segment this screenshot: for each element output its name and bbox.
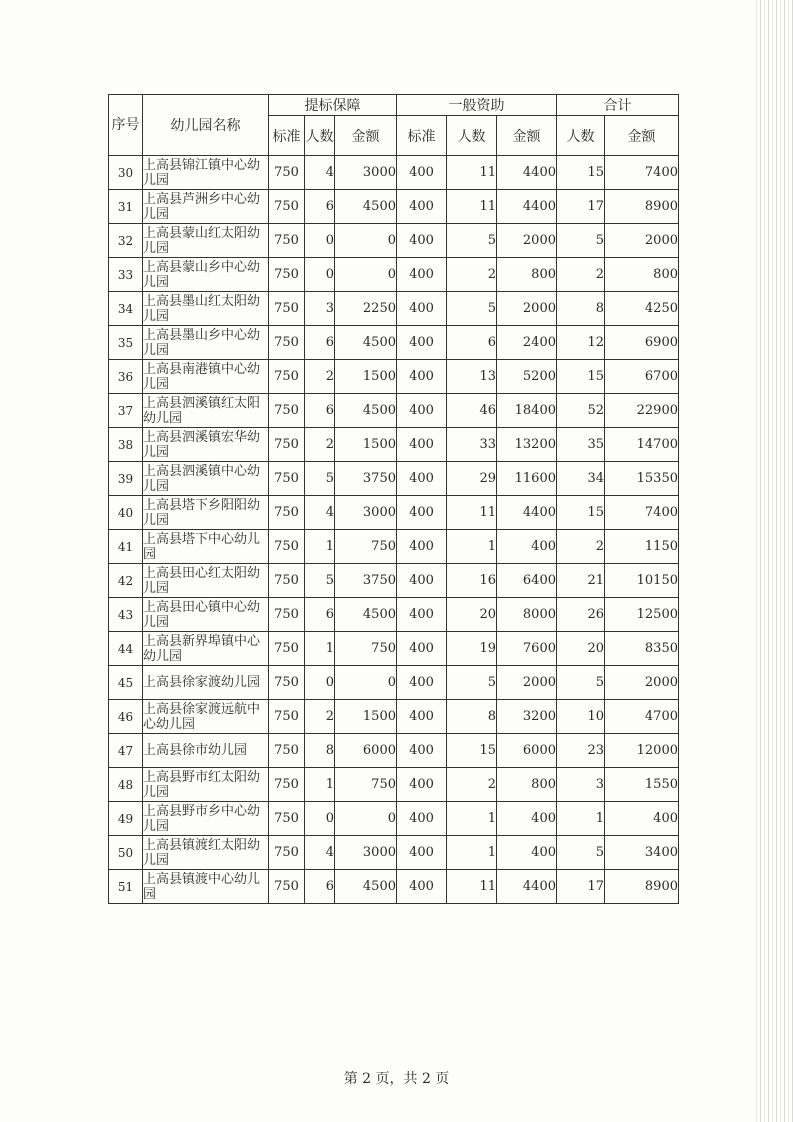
cell-seq: 38 bbox=[109, 428, 143, 462]
table-row bbox=[109, 258, 679, 292]
cell-standard-2: 400 bbox=[397, 496, 447, 530]
cell-count-1: 4 bbox=[305, 836, 335, 870]
cell-name: 上高县徐家渡幼儿园 bbox=[143, 666, 269, 700]
cell-name: 上高县芦洲乡中心幼儿园 bbox=[143, 190, 269, 224]
cell-amount-total: 1150 bbox=[605, 530, 679, 564]
cell-amount-total: 800 bbox=[605, 258, 679, 292]
cell-seq: 40 bbox=[109, 496, 143, 530]
cell-amount-1: 1500 bbox=[335, 428, 397, 462]
cell-count-2: 20 bbox=[447, 598, 497, 632]
cell-seq: 33 bbox=[109, 258, 143, 292]
cell-amount-total: 8900 bbox=[605, 190, 679, 224]
cell-seq: 31 bbox=[109, 190, 143, 224]
cell-count-2: 13 bbox=[447, 360, 497, 394]
cell-amount-2: 4400 bbox=[497, 870, 557, 904]
cell-amount-2: 4400 bbox=[497, 156, 557, 190]
cell-count-1: 0 bbox=[305, 666, 335, 700]
cell-name: 上高县新界埠镇中心幼儿园 bbox=[143, 632, 269, 666]
cell-amount-2: 4400 bbox=[497, 496, 557, 530]
cell-amount-total: 6700 bbox=[605, 360, 679, 394]
cell-amount-2: 400 bbox=[497, 836, 557, 870]
table-row bbox=[109, 496, 679, 530]
cell-amount-2: 5200 bbox=[497, 360, 557, 394]
cell-count-total: 15 bbox=[557, 156, 605, 190]
cell-count-2: 6 bbox=[447, 326, 497, 360]
cell-amount-2: 400 bbox=[497, 530, 557, 564]
cell-standard-1: 750 bbox=[269, 190, 305, 224]
cell-amount-1: 2250 bbox=[335, 292, 397, 326]
cell-amount-1: 1500 bbox=[335, 360, 397, 394]
cell-count-2: 5 bbox=[447, 224, 497, 258]
cell-count-total: 17 bbox=[557, 870, 605, 904]
cell-amount-2: 800 bbox=[497, 258, 557, 292]
cell-amount-1: 3000 bbox=[335, 496, 397, 530]
cell-count-1: 6 bbox=[305, 326, 335, 360]
cell-count-1: 6 bbox=[305, 870, 335, 904]
scan-edge-artifact bbox=[753, 0, 793, 1122]
cell-seq: 37 bbox=[109, 394, 143, 428]
cell-amount-total: 4250 bbox=[605, 292, 679, 326]
table-row bbox=[109, 564, 679, 598]
cell-name: 上高县塔下乡阳阳幼儿园 bbox=[143, 496, 269, 530]
cell-standard-1: 750 bbox=[269, 394, 305, 428]
cell-count-1: 6 bbox=[305, 394, 335, 428]
cell-count-1: 0 bbox=[305, 224, 335, 258]
cell-amount-2: 6400 bbox=[497, 564, 557, 598]
cell-count-total: 2 bbox=[557, 530, 605, 564]
cell-standard-2: 400 bbox=[397, 836, 447, 870]
cell-count-1: 0 bbox=[305, 802, 335, 836]
table-row bbox=[109, 598, 679, 632]
table-row bbox=[109, 802, 679, 836]
cell-count-2: 33 bbox=[447, 428, 497, 462]
cell-count-2: 2 bbox=[447, 258, 497, 292]
cell-count-1: 6 bbox=[305, 598, 335, 632]
table-row bbox=[109, 632, 679, 666]
cell-standard-2: 400 bbox=[397, 598, 447, 632]
cell-amount-1: 4500 bbox=[335, 190, 397, 224]
cell-seq: 32 bbox=[109, 224, 143, 258]
cell-amount-2: 800 bbox=[497, 768, 557, 802]
cell-standard-2: 400 bbox=[397, 292, 447, 326]
cell-standard-1: 750 bbox=[269, 360, 305, 394]
cell-standard-2: 400 bbox=[397, 360, 447, 394]
cell-amount-total: 15350 bbox=[605, 462, 679, 496]
table-row bbox=[109, 700, 679, 734]
cell-count-total: 15 bbox=[557, 496, 605, 530]
header-amount-1: 金额 bbox=[335, 116, 397, 156]
cell-count-2: 5 bbox=[447, 666, 497, 700]
cell-name: 上高县墨山乡中心幼儿园 bbox=[143, 326, 269, 360]
cell-amount-1: 3000 bbox=[335, 156, 397, 190]
cell-name: 上高县田心镇中心幼儿园 bbox=[143, 598, 269, 632]
cell-standard-2: 400 bbox=[397, 734, 447, 768]
cell-amount-total: 12000 bbox=[605, 734, 679, 768]
cell-count-total: 15 bbox=[557, 360, 605, 394]
table-row bbox=[109, 394, 679, 428]
cell-count-1: 1 bbox=[305, 530, 335, 564]
cell-amount-2: 400 bbox=[497, 802, 557, 836]
cell-standard-2: 400 bbox=[397, 768, 447, 802]
table-row bbox=[109, 734, 679, 768]
cell-count-2: 8 bbox=[447, 700, 497, 734]
cell-count-total: 52 bbox=[557, 394, 605, 428]
cell-standard-2: 400 bbox=[397, 632, 447, 666]
cell-name: 上高县徐家渡远航中心幼儿园 bbox=[143, 700, 269, 734]
cell-amount-total: 14700 bbox=[605, 428, 679, 462]
cell-standard-1: 750 bbox=[269, 632, 305, 666]
cell-count-1: 2 bbox=[305, 428, 335, 462]
cell-amount-total: 2000 bbox=[605, 224, 679, 258]
cell-name: 上高县锦江镇中心幼儿园 bbox=[143, 156, 269, 190]
cell-name: 上高县野市乡中心幼儿园 bbox=[143, 802, 269, 836]
cell-name: 上高县泗溪镇红太阳幼儿园 bbox=[143, 394, 269, 428]
cell-count-1: 4 bbox=[305, 496, 335, 530]
cell-amount-total: 1550 bbox=[605, 768, 679, 802]
cell-count-2: 11 bbox=[447, 870, 497, 904]
header-amount-2: 金额 bbox=[497, 116, 557, 156]
cell-count-2: 46 bbox=[447, 394, 497, 428]
cell-standard-1: 750 bbox=[269, 734, 305, 768]
cell-standard-2: 400 bbox=[397, 666, 447, 700]
cell-amount-total: 3400 bbox=[605, 836, 679, 870]
cell-amount-total: 7400 bbox=[605, 156, 679, 190]
cell-count-2: 5 bbox=[447, 292, 497, 326]
cell-amount-total: 8900 bbox=[605, 870, 679, 904]
cell-seq: 45 bbox=[109, 666, 143, 700]
cell-count-1: 2 bbox=[305, 700, 335, 734]
cell-standard-1: 750 bbox=[269, 802, 305, 836]
cell-amount-1: 750 bbox=[335, 530, 397, 564]
cell-standard-1: 750 bbox=[269, 666, 305, 700]
cell-count-total: 35 bbox=[557, 428, 605, 462]
cell-count-2: 1 bbox=[447, 802, 497, 836]
header-standard-1: 标准 bbox=[269, 116, 305, 156]
cell-amount-2: 18400 bbox=[497, 394, 557, 428]
cell-standard-1: 750 bbox=[269, 598, 305, 632]
cell-amount-total: 400 bbox=[605, 802, 679, 836]
table-row bbox=[109, 224, 679, 258]
cell-count-2: 1 bbox=[447, 530, 497, 564]
cell-standard-1: 750 bbox=[269, 428, 305, 462]
table-row bbox=[109, 292, 679, 326]
header-group-total: 合计 bbox=[557, 95, 679, 116]
cell-name: 上高县田心红太阳幼儿园 bbox=[143, 564, 269, 598]
cell-standard-2: 400 bbox=[397, 564, 447, 598]
cell-standard-1: 750 bbox=[269, 326, 305, 360]
cell-count-1: 3 bbox=[305, 292, 335, 326]
cell-standard-1: 750 bbox=[269, 870, 305, 904]
header-group-general: 一般资助 bbox=[397, 95, 557, 116]
header-count-2: 人数 bbox=[447, 116, 497, 156]
cell-standard-2: 400 bbox=[397, 326, 447, 360]
cell-count-1: 4 bbox=[305, 156, 335, 190]
cell-standard-1: 750 bbox=[269, 836, 305, 870]
cell-amount-1: 1500 bbox=[335, 700, 397, 734]
cell-amount-total: 8350 bbox=[605, 632, 679, 666]
cell-amount-1: 0 bbox=[335, 802, 397, 836]
cell-count-2: 1 bbox=[447, 836, 497, 870]
cell-seq: 36 bbox=[109, 360, 143, 394]
cell-standard-2: 400 bbox=[397, 700, 447, 734]
table-row bbox=[109, 428, 679, 462]
cell-standard-1: 750 bbox=[269, 292, 305, 326]
cell-standard-2: 400 bbox=[397, 870, 447, 904]
cell-count-2: 11 bbox=[447, 156, 497, 190]
cell-count-1: 5 bbox=[305, 564, 335, 598]
cell-amount-1: 0 bbox=[335, 224, 397, 258]
cell-count-1: 0 bbox=[305, 258, 335, 292]
cell-count-2: 16 bbox=[447, 564, 497, 598]
cell-seq: 46 bbox=[109, 700, 143, 734]
cell-seq: 48 bbox=[109, 768, 143, 802]
table-row bbox=[109, 360, 679, 394]
cell-amount-1: 4500 bbox=[335, 394, 397, 428]
cell-count-1: 6 bbox=[305, 190, 335, 224]
cell-count-total: 26 bbox=[557, 598, 605, 632]
cell-count-total: 10 bbox=[557, 700, 605, 734]
header-standard-2: 标准 bbox=[397, 116, 447, 156]
table-row bbox=[109, 326, 679, 360]
cell-seq: 30 bbox=[109, 156, 143, 190]
cell-standard-2: 400 bbox=[397, 156, 447, 190]
cell-name: 上高县野市红太阳幼儿园 bbox=[143, 768, 269, 802]
cell-count-2: 2 bbox=[447, 768, 497, 802]
cell-amount-2: 4400 bbox=[497, 190, 557, 224]
cell-name: 上高县南港镇中心幼儿园 bbox=[143, 360, 269, 394]
cell-amount-total: 4700 bbox=[605, 700, 679, 734]
cell-count-2: 19 bbox=[447, 632, 497, 666]
cell-amount-2: 3200 bbox=[497, 700, 557, 734]
cell-count-2: 11 bbox=[447, 190, 497, 224]
table-row bbox=[109, 190, 679, 224]
cell-standard-2: 400 bbox=[397, 802, 447, 836]
cell-count-total: 23 bbox=[557, 734, 605, 768]
cell-amount-2: 2000 bbox=[497, 666, 557, 700]
table-row bbox=[109, 836, 679, 870]
cell-amount-1: 6000 bbox=[335, 734, 397, 768]
header-group-subsidy: 提标保障 bbox=[269, 95, 397, 116]
cell-amount-total: 10150 bbox=[605, 564, 679, 598]
cell-count-1: 1 bbox=[305, 632, 335, 666]
cell-count-2: 15 bbox=[447, 734, 497, 768]
cell-count-2: 11 bbox=[447, 496, 497, 530]
cell-count-total: 12 bbox=[557, 326, 605, 360]
cell-seq: 50 bbox=[109, 836, 143, 870]
header-seq: 序号 bbox=[109, 95, 143, 156]
cell-standard-2: 400 bbox=[397, 224, 447, 258]
cell-standard-2: 400 bbox=[397, 394, 447, 428]
cell-seq: 44 bbox=[109, 632, 143, 666]
cell-seq: 35 bbox=[109, 326, 143, 360]
cell-amount-1: 4500 bbox=[335, 598, 397, 632]
cell-name: 上高县镇渡中心幼儿园 bbox=[143, 870, 269, 904]
cell-count-total: 34 bbox=[557, 462, 605, 496]
cell-standard-2: 400 bbox=[397, 190, 447, 224]
table-row bbox=[109, 530, 679, 564]
cell-seq: 47 bbox=[109, 734, 143, 768]
cell-count-total: 2 bbox=[557, 258, 605, 292]
cell-amount-total: 22900 bbox=[605, 394, 679, 428]
cell-seq: 42 bbox=[109, 564, 143, 598]
cell-name: 上高县蒙山乡中心幼儿园 bbox=[143, 258, 269, 292]
cell-count-total: 3 bbox=[557, 768, 605, 802]
cell-amount-total: 6900 bbox=[605, 326, 679, 360]
cell-count-1: 5 bbox=[305, 462, 335, 496]
cell-standard-1: 750 bbox=[269, 564, 305, 598]
cell-count-total: 8 bbox=[557, 292, 605, 326]
cell-name: 上高县塔下中心幼儿园 bbox=[143, 530, 269, 564]
cell-amount-1: 3750 bbox=[335, 564, 397, 598]
cell-standard-1: 750 bbox=[269, 156, 305, 190]
cell-count-total: 20 bbox=[557, 632, 605, 666]
cell-standard-1: 750 bbox=[269, 530, 305, 564]
cell-amount-1: 750 bbox=[335, 632, 397, 666]
cell-amount-total: 12500 bbox=[605, 598, 679, 632]
cell-amount-2: 2000 bbox=[497, 224, 557, 258]
cell-amount-1: 0 bbox=[335, 258, 397, 292]
cell-count-total: 1 bbox=[557, 802, 605, 836]
cell-count-1: 2 bbox=[305, 360, 335, 394]
cell-amount-1: 3000 bbox=[335, 836, 397, 870]
cell-amount-2: 11600 bbox=[497, 462, 557, 496]
table-row bbox=[109, 462, 679, 496]
subsidy-table bbox=[108, 94, 679, 904]
cell-amount-2: 13200 bbox=[497, 428, 557, 462]
cell-seq: 41 bbox=[109, 530, 143, 564]
cell-count-total: 17 bbox=[557, 190, 605, 224]
table-row bbox=[109, 156, 679, 190]
header-count-total: 人数 bbox=[557, 116, 605, 156]
cell-name: 上高县蒙山红太阳幼儿园 bbox=[143, 224, 269, 258]
header-count-1: 人数 bbox=[305, 116, 335, 156]
table-body bbox=[109, 156, 679, 904]
table-row bbox=[109, 666, 679, 700]
cell-standard-1: 750 bbox=[269, 224, 305, 258]
cell-standard-1: 750 bbox=[269, 462, 305, 496]
cell-standard-1: 750 bbox=[269, 768, 305, 802]
cell-count-total: 5 bbox=[557, 666, 605, 700]
cell-amount-2: 2000 bbox=[497, 292, 557, 326]
header-name: 幼儿园名称 bbox=[143, 95, 269, 156]
cell-count-1: 8 bbox=[305, 734, 335, 768]
cell-name: 上高县镇渡红太阳幼儿园 bbox=[143, 836, 269, 870]
cell-seq: 49 bbox=[109, 802, 143, 836]
cell-amount-2: 8000 bbox=[497, 598, 557, 632]
cell-seq: 43 bbox=[109, 598, 143, 632]
cell-seq: 34 bbox=[109, 292, 143, 326]
cell-amount-total: 7400 bbox=[605, 496, 679, 530]
cell-standard-2: 400 bbox=[397, 428, 447, 462]
cell-standard-2: 400 bbox=[397, 530, 447, 564]
cell-amount-1: 0 bbox=[335, 666, 397, 700]
header-amount-total: 金额 bbox=[605, 116, 679, 156]
cell-standard-2: 400 bbox=[397, 462, 447, 496]
cell-amount-1: 750 bbox=[335, 768, 397, 802]
cell-name: 上高县泗溪镇中心幼儿园 bbox=[143, 462, 269, 496]
cell-count-total: 5 bbox=[557, 224, 605, 258]
cell-amount-2: 6000 bbox=[497, 734, 557, 768]
cell-amount-1: 3750 bbox=[335, 462, 397, 496]
table-row bbox=[109, 768, 679, 802]
cell-count-total: 5 bbox=[557, 836, 605, 870]
cell-amount-1: 4500 bbox=[335, 326, 397, 360]
cell-count-total: 21 bbox=[557, 564, 605, 598]
cell-standard-2: 400 bbox=[397, 258, 447, 292]
page-footer: 第 2 页，共 2 页 bbox=[343, 1071, 450, 1087]
cell-name: 上高县泗溪镇宏华幼儿园 bbox=[143, 428, 269, 462]
cell-seq: 39 bbox=[109, 462, 143, 496]
cell-standard-1: 750 bbox=[269, 700, 305, 734]
cell-count-2: 29 bbox=[447, 462, 497, 496]
cell-count-1: 1 bbox=[305, 768, 335, 802]
cell-amount-total: 2000 bbox=[605, 666, 679, 700]
cell-standard-1: 750 bbox=[269, 496, 305, 530]
cell-name: 上高县徐市幼儿园 bbox=[143, 734, 269, 768]
table-row bbox=[109, 870, 679, 904]
cell-amount-2: 2400 bbox=[497, 326, 557, 360]
cell-name: 上高县墨山红太阳幼儿园 bbox=[143, 292, 269, 326]
cell-standard-1: 750 bbox=[269, 258, 305, 292]
cell-seq: 51 bbox=[109, 870, 143, 904]
cell-amount-1: 4500 bbox=[335, 870, 397, 904]
cell-amount-2: 7600 bbox=[497, 632, 557, 666]
